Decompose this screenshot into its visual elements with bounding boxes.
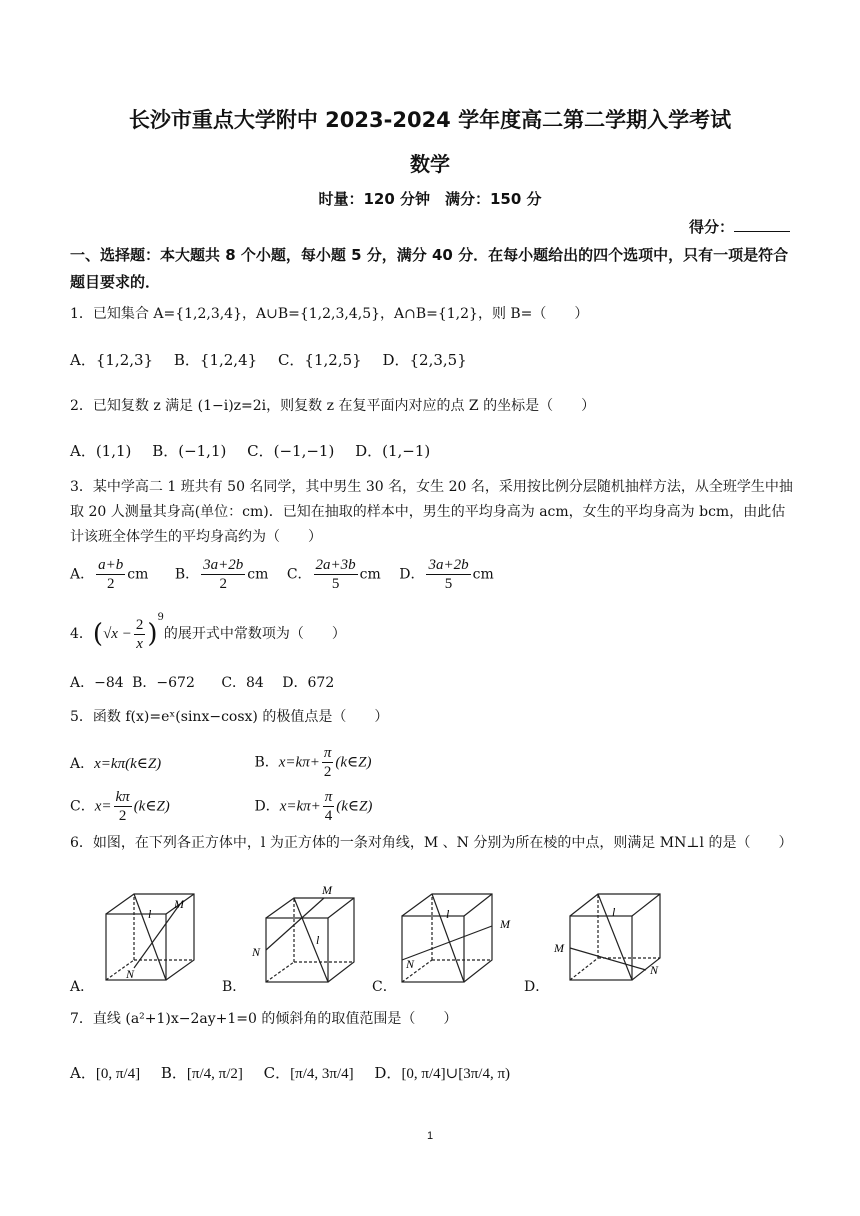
q1-option-c: C．{1,2,5} <box>277 351 362 369</box>
q7-option-a: A．[0, π/4] <box>70 1064 141 1082</box>
cube-figure-d <box>550 886 672 986</box>
q3-options <box>70 556 795 593</box>
q5-option-b: B．x=kπ+ $\frac{\pi}{2}$ (k∈Z) <box>254 745 372 780</box>
svg-text:M: M <box>174 897 184 911</box>
q4-option-b: B．−672 <box>132 675 195 691</box>
q4-options <box>70 672 795 692</box>
q3-option-b: B． $\frac{3a+2b}{2}$ cm <box>174 557 269 592</box>
q1-option-d: D．{2,3,5} <box>382 351 467 369</box>
svg-text:l: l <box>446 907 450 921</box>
exam-subject: 数学 <box>410 152 450 176</box>
svg-text:N: N <box>126 967 135 981</box>
q6-option-c: C． <box>372 979 397 995</box>
cube-figure-a <box>100 888 200 988</box>
q5-options-row1 <box>70 744 795 781</box>
svg-text:l: l <box>612 905 616 919</box>
q5-stem: 5．函数 f(x)=eˣ(sinx−cosx) 的极值点是（ ） <box>70 709 389 725</box>
cube-figure-b <box>250 884 360 988</box>
q6-stem: 6．如图，在下列各正方体中，l 为正方体的一条对角线，M 、N 分别为所在棱的中点，则满足 MN⊥l 的是（ ） <box>70 835 793 851</box>
score-label: 得分： <box>688 218 734 236</box>
exam-title: 长沙市重点大学附中 2023-2024 学年度高二第二学期入学考试 <box>128 108 732 132</box>
q3-stem: 3．某中学高二 1 班共有 50 名同学，其中男生 30 名，女生 20 名，采用按比例分层随机抽样方法，从全班学生中抽取 20 人测量其身高(单位：cm)．已知在抽取的样本中，男生的平均身高为 acm，女生的平均身高为 bcm，由此估计该班全体学生的平均身高约为（ ） <box>70 479 793 545</box>
q4-option-d: D．672 <box>282 675 335 691</box>
q5-option-c: C．x= $\frac{k\pi}{2}$ (k∈Z) <box>70 789 170 824</box>
q4-option-a: A．−84 <box>70 675 124 691</box>
svg-text:l: l <box>316 933 320 947</box>
page-number: 1 <box>426 1130 434 1142</box>
q1-option-b: B．{1,2,4} <box>173 351 258 369</box>
svg-text:M: M <box>322 884 332 897</box>
q3-option-a: A． $\frac{a+b}{2}$ cm <box>70 557 149 592</box>
q6-option-b: B． <box>222 979 247 995</box>
section-heading: 一、选择题：本大题共 8 个小题，每小题 5 分，满分 40 分．在每小题给出的四个选项中，只有一项是符合题目要求的． <box>70 246 789 291</box>
q7-option-b: B．[π/4, π/2] <box>160 1064 243 1082</box>
svg-text:N: N <box>406 957 415 971</box>
q3-option-c: C． $\frac{2a+3b}{5}$ cm <box>286 557 381 592</box>
q2-option-b: B．(−1,1) <box>152 442 227 460</box>
svg-text:M: M <box>500 917 510 931</box>
q1-option-a: A．{1,2,3} <box>70 351 154 369</box>
svg-text:N: N <box>650 963 659 977</box>
exam-info: 时量：120 分钟 满分：150 分 <box>318 190 542 208</box>
q2-option-a: A．(1,1) <box>70 442 132 460</box>
q5-option-d: D．x=kπ+ $\frac{\pi}{4}$ (k∈Z) <box>254 789 373 824</box>
q1-options <box>70 349 795 370</box>
q5-option-a: A．x=kπ(k∈Z) <box>70 755 162 772</box>
q7-option-d: D．[0, π/4]∪[3π/4, π) <box>374 1064 511 1082</box>
q1-stem: 1．已知集合 A={1,2,3,4}，A∪B={1,2,3,4,5}，A∩B={1,2}，则 B=（ ） <box>70 306 589 322</box>
cube-figure-c <box>396 886 520 988</box>
svg-text:N: N <box>252 945 261 959</box>
score-field <box>689 216 790 237</box>
q7-options <box>70 1062 795 1083</box>
q6-option-d: D． <box>524 979 550 995</box>
q4-option-c: C．84 <box>221 675 264 691</box>
label-l: l <box>148 907 152 921</box>
score-blank <box>734 217 790 232</box>
q2-options <box>70 440 795 461</box>
q2-option-d: D．(1,−1) <box>355 442 431 460</box>
q5-options-row2 <box>70 788 795 825</box>
q6-option-a: A． <box>70 979 95 995</box>
q7-stem: 7．直线 (a²+1)x−2ay+1=0 的倾斜角的取值范围是（ ） <box>70 1011 458 1027</box>
q2-stem: 2．已知复数 z 满足 (1−i)z=2i，则复数 z 在复平面内对应的点 Z 的坐标是（ ） <box>70 398 596 414</box>
q7-option-c: C．[π/4, 3π/4] <box>263 1064 354 1082</box>
q4-stem: 4．(√x − $\frac{2}{x}$ )$^9$的展开式中常数项为（ ） <box>70 612 346 652</box>
q3-option-d: D． $\frac{3a+2b}{5}$ cm <box>399 557 494 592</box>
svg-text:M: M <box>554 941 564 955</box>
q2-option-c: C．(−1,−1) <box>247 442 335 460</box>
